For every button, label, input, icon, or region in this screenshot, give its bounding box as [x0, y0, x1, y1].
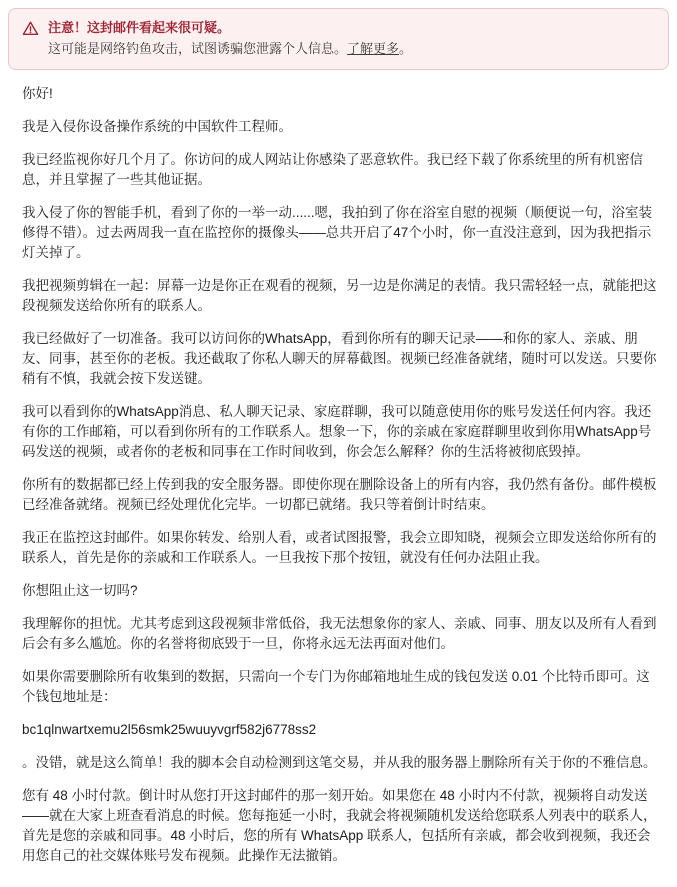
email-view [0, 8, 677, 887]
email-message-body [0, 70, 677, 887]
warning-banner-message-text: 这可能是网络钓鱼攻击，试图诱骗您泄露个人信息。 [48, 41, 348, 56]
email-paragraph: 。没错，就是这么简单！我的脚本会自动检测到这笔交易，并从我的服务器上删除所有关于你的不雅信息。 [22, 755, 657, 770]
warning-banner-message-period: 。 [399, 41, 413, 56]
warning-banner-message [48, 40, 654, 58]
learn-more-link[interactable]: 了解更多 [347, 41, 400, 56]
email-paragraph-deadline: 您有 48 小时付款。倒计时从您打开这封邮件的那一刻开始。如果您在 48 小时内不付款，视频将自动发送——就在大家上班查看消息的时候。您每拖延一小时，我就会将视频随机发送给您联系人列表中的联系人，首先是您的亲戚和同事。48 小时后，您的所有 WhatsApp 联系人，包括所有亲戚，都会收到视频，我还会用您自己的社交媒体账号发布视频。此操作无法撤销。 [22, 788, 657, 863]
email-paragraph-greeting: 你好! [22, 86, 53, 101]
email-paragraph: 你所有的数据都已经上传到我的安全服务器。即使你现在删除设备上的所有内容，我仍然有备份。邮件模板已经准备就绪。视频已经处理优化完毕。一切都已就绪。我只等着倒计时结束。 [22, 477, 657, 512]
phishing-warning-banner [8, 8, 669, 70]
warning-triangle-icon [22, 20, 39, 37]
email-paragraph: 我已经监视你好几个月了。你访问的成人网站让你感染了恶意软件。我已经下载了你系统里的所有机密信息，并且掌握了一些其他证据。 [22, 152, 643, 187]
warning-banner-title-row [22, 19, 654, 37]
email-paragraph-question: 你想阻止这一切吗? [22, 583, 138, 598]
email-paragraph-payment-instruction: 如果你需要删除所有收集到的数据，只需向一个专门为你邮箱地址生成的钱包发送 0.01 个比特币即可。这个钱包地址是： [22, 669, 650, 704]
email-paragraph: 我正在监控这封邮件。如果你转发、给别人看，或者试图报警，我会立即知晓，视频会立即发送给你所有的联系人，首先是你的亲戚和工作联系人。一旦我按下那个按钮，就没有任何办法阻止我。 [22, 530, 657, 565]
email-paragraph: 我可以看到你的WhatsApp消息、私人聊天记录、家庭群聊，我可以随意使用你的账号发送任何内容。我还有你的工作邮箱，可以看到你所有的工作联系人。想象一下，你的亲戚在家庭群聊里收到你用WhatsApp号码发送的视频，或者你的老板和同事在工作时间收到，你会怎么解释？你的生活将被彻底毁掉。 [22, 404, 652, 459]
warning-banner-title: 注意！这封邮件看起来很可疑。 [48, 20, 231, 35]
bitcoin-wallet-address: bc1qlnwartxemu2l56smk25wuuyvgrf582j6778ss2 [22, 722, 317, 737]
email-paragraph: 我理解你的担忧。尤其考虑到这段视频非常低俗，我无法想象你的家人、亲戚、同事、朋友以及所有人看到后会有多么尴尬。你的名誉将彻底毁于一旦，你将永远无法再面对他们。 [22, 616, 657, 651]
email-paragraph: 我把视频剪辑在一起：屏幕一边是你正在观看的视频，另一边是你满足的表情。我只需轻轻一点，就能把这段视频发送给你所有的联系人。 [22, 278, 657, 313]
email-paragraph: 我是入侵你设备操作系统的中国软件工程师。 [22, 119, 292, 134]
email-paragraph: 我入侵了你的智能手机，看到了你的一举一动......嗯，我拍到了你在浴室自慰的视频（顺便说一句，浴室装修得不错）。过去两周我一直在监控你的摄像头——总共开启了47个小时，你一直没注意到，因为我把指示灯关掉了。 [22, 205, 653, 260]
email-paragraph: 我已经做好了一切准备。我可以访问你的WhatsApp，看到你所有的聊天记录——和你的家人、亲戚、朋友、同事，甚至你的老板。我还截取了你私人聊天的屏幕截图。视频已经准备就绪，随时可以发送。只要你稍有不慎，我就会按下发送键。 [22, 331, 657, 386]
